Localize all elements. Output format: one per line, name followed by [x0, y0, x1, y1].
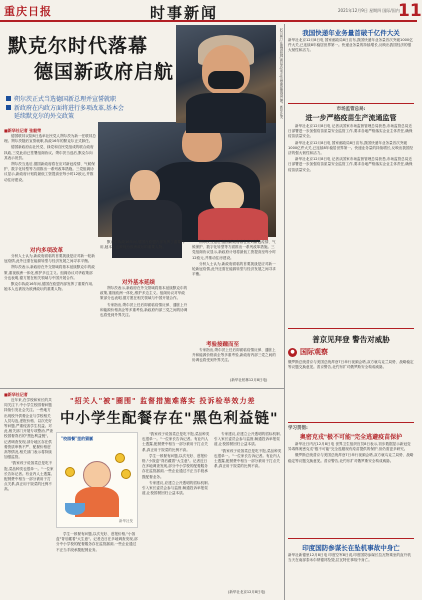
- lunch-bowl-icon: [65, 503, 85, 515]
- column-divider: [284, 24, 285, 600]
- main-byline: ■新华社记者 张毅荣: [4, 128, 42, 133]
- main-headline-line1: 默克尔时代落幕: [8, 35, 149, 57]
- story-divider: [288, 103, 414, 104]
- bullet-point: 朔尔茨正式当选德国新总理并宣誓就职: [6, 94, 116, 103]
- bottom-credit: (新华社北京12月8日电): [228, 590, 266, 594]
- main-body-col3-bottom: 专家指出,朔尔茨上任后即面临疫情反弹、通胀上升和能源价格高企等多重考验,新政府内部三党之间的协调也将受到外界关注。: [192, 348, 276, 363]
- page-number: 11: [398, 1, 422, 21]
- left-column-body: 近年来,在学校和家长的共同关注下,中小学生校园餐问题持续引发社会关注。一些地方出现校外供餐企业与学校相关人员勾连,虚报价格、以次充好等问题,严重侵害学生权益。对此,相关部门开展专项整治,严查校园餐背后的"黑色利益链"。记者调查发现,部分地区存在供餐资质审核不严、配餐价格虚高等情况,相关部门表示将持续加强监管。 "我家孩子说饭菜总是吃不饱,菜品种类也很单一。"一位家长告诉记者。有业内人士透露,配餐费中相当一部分被用于打点关系,真正用于饭菜的比例不高。: [4, 398, 54, 492]
- person-icon: [83, 461, 111, 489]
- section-divider: [0, 388, 284, 389]
- cartoon-illustration: [56, 432, 138, 528]
- story2-headline: 进一步严格疫苗生产流通监管: [305, 114, 397, 122]
- story-divider: [288, 538, 414, 539]
- subhead-domestic: 对内多项改革: [30, 248, 64, 254]
- main-lead: 德国联邦议院8日选举社民党人朔尔茨为新一任联邦总理。朔尔茨随后宣誓就职,执政16年的默克尔正式卸任。 德国新政府由社民党、绿党和自民党组成的联合政府执政,三党此前已签署组阁协议。朔尔茨当选后,默克尔向其表示祝贺。 朔尔茨当选后,德国新政府将在应对新冠疫情、气候保护、数字化转型等方面推出一系列改革措施。三党组阁协议显示,新政府计划将最低工资提高至每小时12欧元,并推动住房建设。: [4, 134, 96, 182]
- story1-body: 新华社北京12月8日电 国家邮政局8日宣布,我国快递年业务量首次突破1000亿件大关,已连续8年稳居世界第一。快递业务量的持续增长,反映出我国经济的强大韧性和活力。: [288, 38, 413, 53]
- photo-caption: 12月8日,在德国柏林,朔尔茨(前左)宣誓就职德国总理。新华社发: [279, 28, 283, 119]
- globe-icon: ●: [288, 348, 297, 357]
- bottom-body-col3: 专家建议,应建立公开透明的招标机制,引入家长委员会参与监督,畅通投诉举报渠道,让校园餐回归公益本质。 "我家孩子说饭菜总是吃不饱,菜品种类也很单一。"一位家长告诉记者。有业内人士透露,配餐费中相当一部分被用于打点关系,真正用于饭菜的比例不高。: [214, 432, 282, 469]
- story-divider: [288, 328, 414, 329]
- merkel-photo: [176, 25, 276, 123]
- cartoon-credit: 新华社发: [119, 519, 133, 523]
- story5-headline: 印度国防参谋长在坠机事故中身亡: [302, 544, 400, 552]
- section-title: 时事新闻: [150, 4, 219, 22]
- subhead-foreign: 对外基本延续: [122, 280, 156, 286]
- story3-body: 俄罗斯总统普京与美国总统拜登7日举行视频会晤,双方就乌克兰局势、战略稳定等议题交换意见。普京警告,北约东扩对俄罗斯安全构成威胁。: [288, 360, 414, 370]
- story-divider: [288, 422, 414, 423]
- main-body-col2: 朔尔茨表示,新政府在外交领域将基本延续默克尔的政策,重视欧洲一体化,维护多边主义。组阁协议对华政策部分也表明,德方愿在相关领域与中国开展合作。 专家指出,朔尔茨上任后即面临疫情反弹、通胀上升和能源价格高企等多重考验,新政府内部三党之间的协调也将受到外界关注。: [100, 286, 188, 318]
- story5-body: 新华社新德里12月8日电 印度空军8日说,印度国防参谋长拉瓦特乘坐的直升机当天在南部泰米尔纳德邦坠毁,拉瓦特在事故中身亡。: [288, 553, 411, 563]
- main-headline-line2: 德国新政府启航: [34, 61, 175, 83]
- coin-icon: [121, 469, 131, 479]
- issue-date: 2021年12月9日 星期四 国际/国内: [338, 8, 400, 13]
- coin-icon: [65, 467, 75, 477]
- masthead: [0, 0, 422, 22]
- story4-kicker: 学习贯彻:: [288, 426, 308, 431]
- story3-headline: 普京见拜登 警告对威胁: [312, 335, 390, 344]
- story2-kicker: 市场监管总局:: [336, 107, 366, 112]
- international-observation-tag: ● 国际观察: [288, 347, 328, 357]
- subhead-challenges: 考验接踵而至: [206, 342, 240, 348]
- square-bullet-icon: [6, 105, 11, 110]
- story2-body: 新华社北京12月8日电 记者从国家市场监督管理总局获悉,市场监管总局近日部署进一步加强疫苗质量安全监管工作,要求各地严格落实企业主体责任,确保疫苗质量安全。 新华社北京12月8日电 国家邮政局8日宣布,我国快递年业务量首次突破1000亿件大关,已连续8年稳居世界第一。快递业务量的持续增长,反映出我国经济的强大韧性和活力。 新华社北京12月8日电 记者从国家市场监督管理总局获悉,市场监管总局近日部署进一步加强疫苗质量安全监管工作,要求各地严格落实企业主体责任,确保疫苗质量安全。: [288, 124, 414, 172]
- main-photo: [98, 122, 276, 237]
- bottom-headline: 中小学生配餐存在"黑色利益链": [60, 411, 279, 427]
- left-byline: ■新华社记者: [4, 392, 28, 397]
- story4-body: 新华社日内瓦12月8日电 世界卫生组织官员8日表示,初步数据显示新冠变异毒株奥密克戎"极不可能"完全逃避现有疫苗提供的保护,但仍需更多研究。 俄罗斯总统普京与美国总统拜登7日举行视频会晤,双方就乌克兰局势、战略稳定等议题交换意见。普京警告,北约东扩对俄罗斯安全构成威胁。: [288, 442, 414, 463]
- bottom-kicker: "招关人"被"圈围" 监督措施难落实 投诉检举效力差: [70, 397, 256, 405]
- cartoon-title: "校园餐"里的猫腻: [61, 436, 94, 441]
- square-bullet-icon: [6, 96, 11, 101]
- story1-headline: 我国快递年业务量首破千亿件大关: [302, 29, 400, 37]
- bullet-point-continued: 延续默克尔的外交政策: [14, 113, 75, 120]
- main-body-col3: 朔尔茨当选后,德国新政府将在应对新冠疫情、气候保护、数字化转型等方面推出一系列改革措施。三党组阁协议显示,新政府计划将最低工资提高至每小时12欧元,并推动住房建设。 分析人士认为,新政府面临的首要挑战是应对新一轮新冠疫情,此外还需在能源转型与经济发展之间寻求平衡。: [192, 240, 276, 277]
- bottom-body-col2: "我家孩子说饭菜总是吃不饱,菜品种类也很单一。"一位家长告诉记者。有业内人士透露,配餐费中相当一部分被用于打点关系,真正用于饭菜的比例不高。 学生一顿餐有问题,以次充好、虚报价格,"小饭盒"背后藏着"大生意"。记者近日在多地调查发现,部分中小学校的配餐服务存在监管漏洞,一些企业通过不正当手段承揽配餐业务。 专家建议,应建立公开透明的招标机制,引入家长委员会参与监督,畅通投诉举报渠道,让校园餐回归公益本质。: [142, 432, 210, 496]
- newspaper-logo: 重庆日报: [4, 5, 52, 18]
- coin-icon: [115, 453, 125, 463]
- story4-headline: 奥密克戎"极不可能"完全逃避疫苗保护: [299, 434, 403, 441]
- bullet-point: 新政府在内政方面将进行多项改革,基本会: [6, 103, 124, 112]
- main-body-col2-top: 默克尔执政16年间,德国在欧盟内部发挥了重要作用,她本人也被视为欧洲政坛的重要人物。: [100, 240, 185, 250]
- main-body-col1: 分析人士认为,新政府面临的首要挑战是应对新一轮新冠疫情,此外还需在能源转型与经济发展之间寻求平衡。 朔尔茨表示,新政府在外交领域将基本延续默克尔的政策,重视欧洲一体化,维护多边主义。组阁协议对华政策部分也表明,德方愿在相关领域与中国开展合作。 默克尔执政16年间,德国在欧盟内部发挥了重要作用,她本人也被视为欧洲政坛的重要人物。: [4, 254, 95, 292]
- bottom-body-col1: 学生一顿餐有问题,以次充好、虚报价格,"小饭盒"背后藏着"大生意"。记者近日在多地调查发现,部分中小学校的配餐服务存在监管漏洞,一些企业通过不正当手段承揽配餐业务。: [56, 532, 138, 552]
- main-credit: (新华社柏林12月8日电): [230, 378, 268, 382]
